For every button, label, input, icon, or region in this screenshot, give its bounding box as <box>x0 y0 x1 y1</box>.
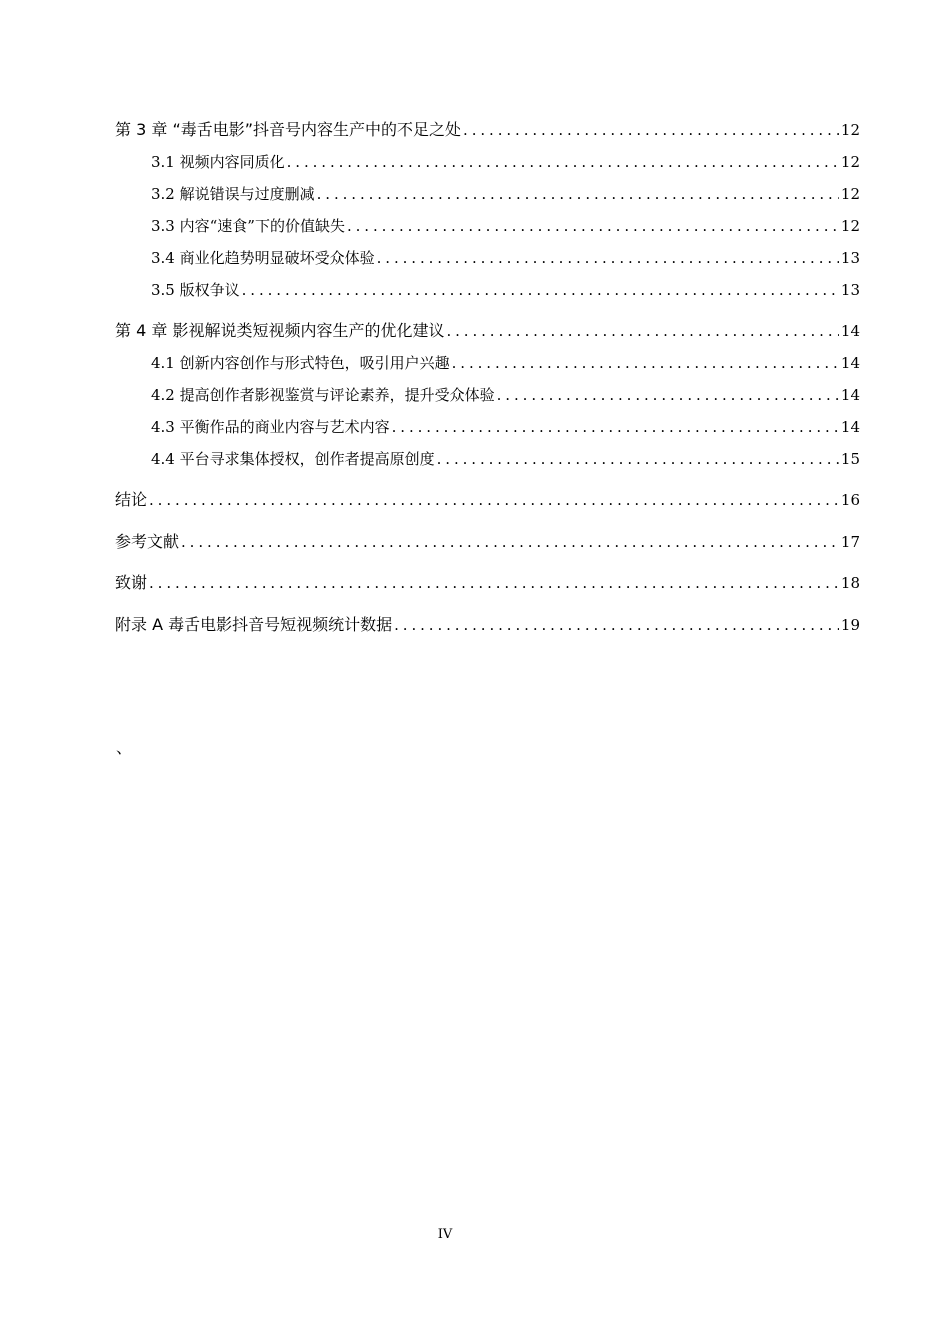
toc-dot-leader <box>242 279 839 301</box>
toc-entry-label: 第 3 章 “毒舌电影”抖音号内容生产中的不足之处 <box>115 120 462 139</box>
toc-dot-leader <box>149 489 839 511</box>
toc-entry-label: 3.1 视频内容同质化 <box>151 153 285 171</box>
toc-entry-label: 4.3 平衡作品的商业内容与艺术内容 <box>151 418 390 436</box>
toc-entry-section-3-3 <box>151 215 860 237</box>
toc-entry-label: 致谢 <box>115 573 148 592</box>
toc-entry-label: 第 4 章 影视解说类短视频内容生产的优化建议 <box>115 321 445 340</box>
toc-entry-page: 18 <box>840 574 860 592</box>
toc-dot-leader <box>437 448 839 470</box>
toc-entry-page: 17 <box>840 533 860 551</box>
toc-entry-section-4-4 <box>151 448 860 470</box>
toc-entry-chapter-3 <box>115 119 860 141</box>
toc-entry-page: 16 <box>840 491 860 509</box>
toc-entry-page: 19 <box>840 616 860 634</box>
toc-entry-label: 4.2 提高创作者影视鉴赏与评论素养，提升受众体验 <box>151 386 495 404</box>
toc-entry-page: 15 <box>840 450 860 468</box>
toc-entry-page: 14 <box>840 386 860 404</box>
toc-entry-label: 附录 A 毒舌电影抖音号短视频统计数据 <box>115 615 393 634</box>
toc-dot-leader <box>452 352 839 374</box>
toc-entry-page: 14 <box>840 354 860 372</box>
toc-dot-leader <box>392 416 839 438</box>
toc-entry-section-3-2 <box>151 183 860 205</box>
toc-entry-page: 12 <box>840 153 860 171</box>
toc-entry-label: 4.4 平台寻求集体授权，创作者提高原创度 <box>151 450 435 468</box>
toc-dot-leader <box>394 614 839 636</box>
toc-entry-section-4-1 <box>151 352 860 374</box>
toc-entry-page: 14 <box>840 418 860 436</box>
toc-dot-leader <box>181 531 839 553</box>
toc-dot-leader <box>149 572 839 594</box>
toc-dot-leader <box>347 215 839 237</box>
toc-entry-label: 3.5 版权争议 <box>151 281 240 299</box>
toc-entry-page: 12 <box>840 121 860 139</box>
toc-entry-label: 参考文献 <box>115 532 180 551</box>
page-number: IV <box>437 1227 453 1242</box>
toc-entry-label: 结论 <box>115 490 148 509</box>
toc-entry-page: 12 <box>840 217 860 235</box>
toc-entry-label: 3.2 解说错误与过度删减 <box>151 185 315 203</box>
stray-punctuation-mark: 、 <box>116 738 133 757</box>
toc-entry-page: 13 <box>840 281 860 299</box>
toc-entry-appendix-a <box>115 614 860 636</box>
toc-entry-section-3-1 <box>151 151 860 173</box>
toc-dot-leader <box>446 320 838 342</box>
toc-dot-leader <box>287 151 839 173</box>
toc-entry-references <box>115 531 860 553</box>
toc-entry-label: 3.4 商业化趋势明显破坏受众体验 <box>151 249 375 267</box>
toc-entry-section-3-4 <box>151 247 860 269</box>
toc-entry-section-3-5 <box>151 279 860 301</box>
toc-entry-section-4-2 <box>151 384 860 406</box>
toc-dot-leader <box>463 119 839 141</box>
toc-dot-leader <box>377 247 839 269</box>
toc-entry-acknowledgements <box>115 572 860 594</box>
toc-entry-page: 14 <box>840 322 860 340</box>
toc-dot-leader <box>317 183 839 205</box>
toc-entry-label: 4.1 创新内容创作与形式特色，吸引用户兴趣 <box>151 354 450 372</box>
toc-dot-leader <box>497 384 839 406</box>
toc-entry-page: 13 <box>840 249 860 267</box>
toc-entry-chapter-4 <box>115 320 860 342</box>
toc-entry-conclusion <box>115 489 860 511</box>
toc-entry-section-4-3 <box>151 416 860 438</box>
toc-entry-label: 3.3 内容“速食”下的价值缺失 <box>151 217 345 235</box>
toc-entry-page: 12 <box>840 185 860 203</box>
